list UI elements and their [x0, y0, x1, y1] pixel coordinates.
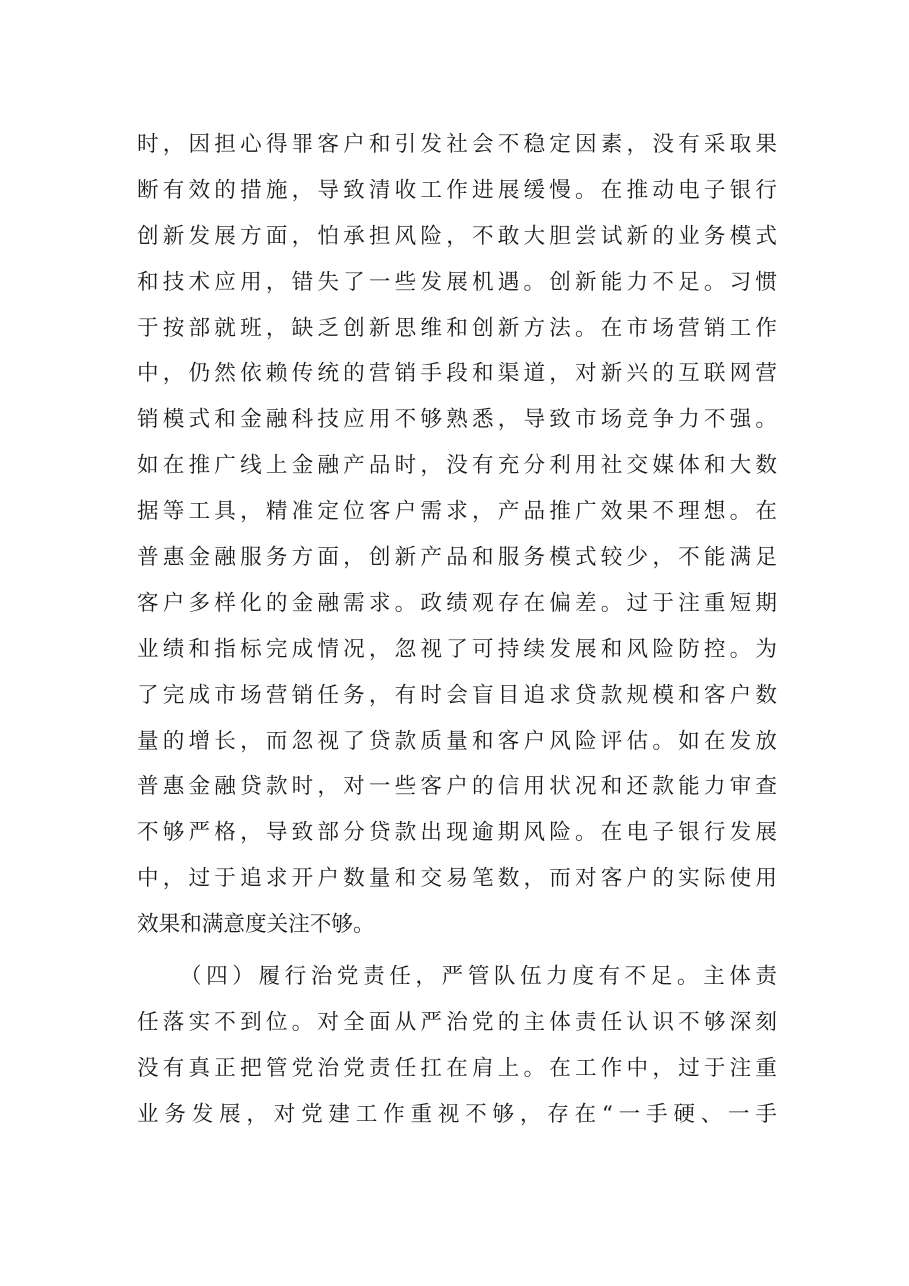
text-line: 了完成市场营销任务，有时会盲目追求贷款规模和客户数: [137, 682, 777, 708]
text-line: 于按部就班，缺乏创新思维和创新方法。在市场营销工作: [137, 315, 777, 341]
text-line: 没有真正把管党治党责任扛在肩上。在工作中，过于注重: [137, 1055, 777, 1081]
text-line: 如在推广线上金融产品时，没有充分利用社交媒体和大数: [137, 453, 777, 479]
document-body: [137, 122, 777, 1138]
text-line: 效果和满意度关注不够。: [137, 912, 375, 938]
text-line: 任落实不到位。对全面从严治党的主体责任认识不够深刻: [137, 1009, 777, 1035]
paragraph-2: [137, 954, 777, 1138]
text-line: 不够严格，导致部分贷款出现逾期风险。在电子银行发展: [137, 820, 777, 846]
text-line: 时，因担心得罪客户和引发社会不稳定因素，没有采取果: [137, 132, 777, 157]
text-line: 中，仍然依赖传统的营销手段和渠道，对新兴的互联网营: [137, 361, 777, 387]
text-line: 普惠金融贷款时，对一些客户的信用状况和还款能力审查: [137, 774, 777, 800]
text-line: 和技术应用，错失了一些发展机遇。创新能力不足。习惯: [137, 269, 777, 295]
text-line: 客户多样化的金融需求。政绩观存在偏差。过于注重短期: [137, 590, 777, 616]
text-line: 销模式和金融科技应用不够熟悉，导致市场竞争力不强。: [137, 407, 777, 433]
text-line: 量的增长，而忽视了贷款质量和客户风险评估。如在发放: [137, 728, 777, 754]
text-line: 普惠金融服务方面，创新产品和服务模式较少，不能满足: [137, 545, 777, 571]
section-heading-line: （四）履行治党责任，严管队伍力度有不足。主体责: [180, 964, 777, 990]
text-line: 据等工具，精准定位客户需求，产品推广效果不理想。在: [137, 499, 777, 525]
text-line: 业务发展，对党建工作重视不够，存在“一手硬、一手: [137, 1101, 777, 1127]
text-line: 断有效的措施，导致清收工作进展缓慢。在推动电子银行: [137, 177, 777, 203]
text-line: 中，过于追求开户数量和交易笔数，而对客户的实际使用: [137, 866, 777, 892]
text-line: 业绩和指标完成情况，忽视了可持续发展和风险防控。为: [137, 636, 777, 662]
paragraph-1: [137, 122, 777, 948]
text-line: 创新发展方面，怕承担风险，不敢大胆尝试新的业务模式: [137, 223, 777, 249]
